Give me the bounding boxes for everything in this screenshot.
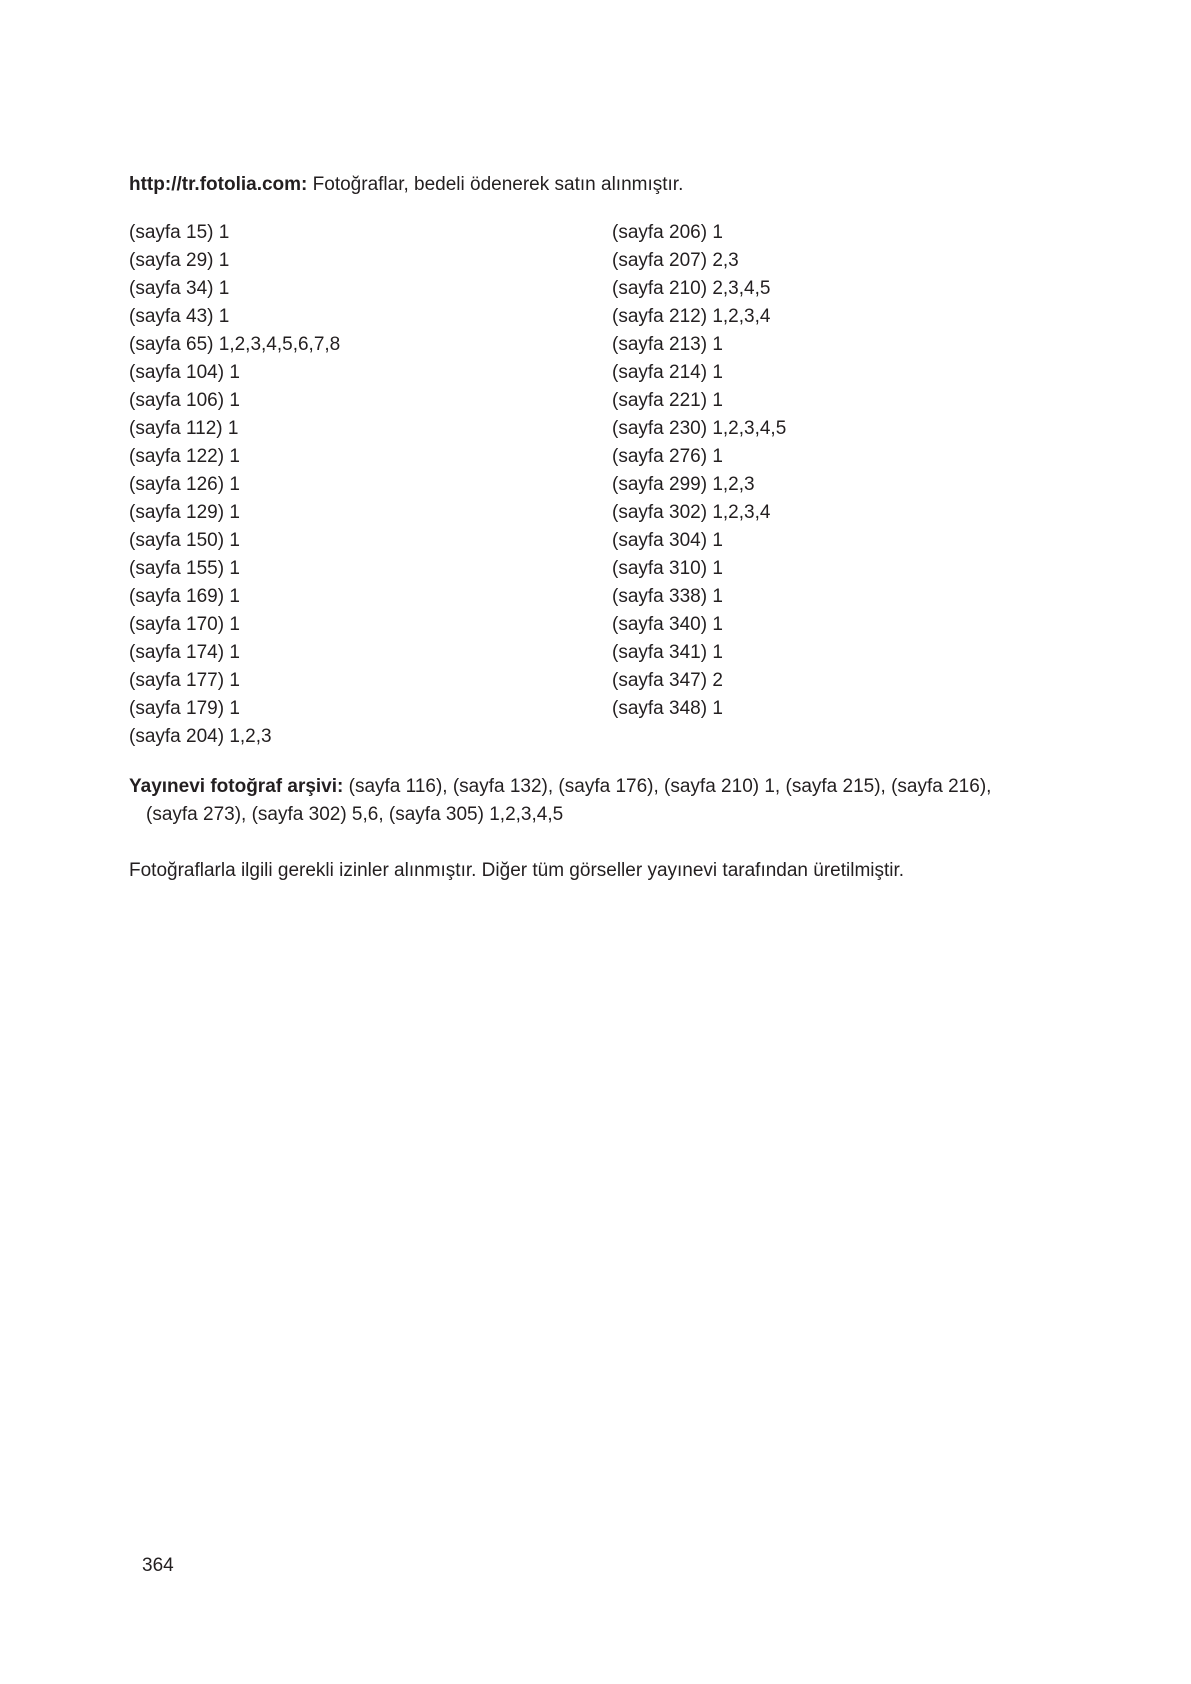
page-reference: (sayfa 341) 1 — [612, 642, 723, 663]
page-reference: (sayfa 206) 1 — [612, 222, 723, 243]
page-reference: (sayfa 15) 1 — [129, 222, 230, 243]
left-reference-column — [129, 219, 340, 751]
permissions-note: Fotoğraflarla ilgili gerekli izinler alınmıştır. Diğer tüm görseller yayınevi tarafından üretilmiştir. — [129, 860, 905, 881]
page-reference: (sayfa 299) 1,2,3 — [612, 474, 755, 495]
page-reference: (sayfa 348) 1 — [612, 698, 723, 719]
page-reference: (sayfa 179) 1 — [129, 698, 240, 719]
page-reference: (sayfa 177) 1 — [129, 670, 240, 691]
page-reference: (sayfa 112) 1 — [129, 418, 239, 439]
page-reference: (sayfa 230) 1,2,3,4,5 — [612, 418, 787, 439]
page-reference: (sayfa 302) 1,2,3,4 — [612, 502, 771, 523]
page-reference: (sayfa 126) 1 — [129, 474, 240, 495]
page-number: 364 — [142, 1555, 174, 1576]
page-reference: (sayfa 304) 1 — [612, 530, 723, 551]
page-reference: (sayfa 340) 1 — [612, 614, 723, 635]
page-reference: (sayfa 213) 1 — [612, 334, 723, 355]
archive-pages-line1: (sayfa 116), (sayfa 132), (sayfa 176), (sayfa 210) 1, (sayfa 215), (sayfa 216), — [343, 776, 992, 797]
page-reference: (sayfa 155) 1 — [129, 558, 240, 579]
page-reference: (sayfa 214) 1 — [612, 362, 723, 383]
page-reference: (sayfa 129) 1 — [129, 502, 240, 523]
page-reference: (sayfa 212) 1,2,3,4 — [612, 306, 771, 327]
page-reference: (sayfa 276) 1 — [612, 446, 723, 467]
page-reference: (sayfa 106) 1 — [129, 390, 240, 411]
archive-pages-line2: (sayfa 273), (sayfa 302) 5,6, (sayfa 305) 1,2,3,4,5 — [146, 804, 564, 825]
archive-label: Yayınevi fotoğraf arşivi: — [129, 776, 344, 797]
page-reference: (sayfa 174) 1 — [129, 642, 240, 663]
page-reference-columns — [129, 219, 1069, 751]
page-reference: (sayfa 29) 1 — [129, 250, 230, 271]
source-site-label: http://tr.fotolia.com: — [129, 174, 308, 195]
page-reference: (sayfa 34) 1 — [129, 278, 230, 299]
page-reference: (sayfa 221) 1 — [612, 390, 723, 411]
source-description: Fotoğraflar, bedeli ödenerek satın alınmıştır. — [307, 174, 684, 195]
page-reference: (sayfa 204) 1,2,3 — [129, 726, 272, 747]
archive-credits — [129, 773, 1069, 829]
credits-page-content — [129, 171, 1069, 885]
page-reference: (sayfa 65) 1,2,3,4,5,6,7,8 — [129, 334, 341, 355]
page-reference: (sayfa 310) 1 — [612, 558, 723, 579]
page-reference: (sayfa 210) 2,3,4,5 — [612, 278, 771, 299]
page-reference: (sayfa 122) 1 — [129, 446, 240, 467]
page-reference: (sayfa 207) 2,3 — [612, 250, 739, 271]
page-reference: (sayfa 338) 1 — [612, 586, 723, 607]
archive-first-line — [129, 773, 1069, 801]
page-reference: (sayfa 43) 1 — [129, 306, 230, 327]
source-header — [129, 171, 1069, 199]
page-reference: (sayfa 169) 1 — [129, 586, 240, 607]
page-reference: (sayfa 150) 1 — [129, 530, 240, 551]
page-reference: (sayfa 347) 2 — [612, 670, 723, 691]
page-reference: (sayfa 104) 1 — [129, 362, 240, 383]
right-reference-column — [612, 219, 786, 723]
page-reference: (sayfa 170) 1 — [129, 614, 240, 635]
